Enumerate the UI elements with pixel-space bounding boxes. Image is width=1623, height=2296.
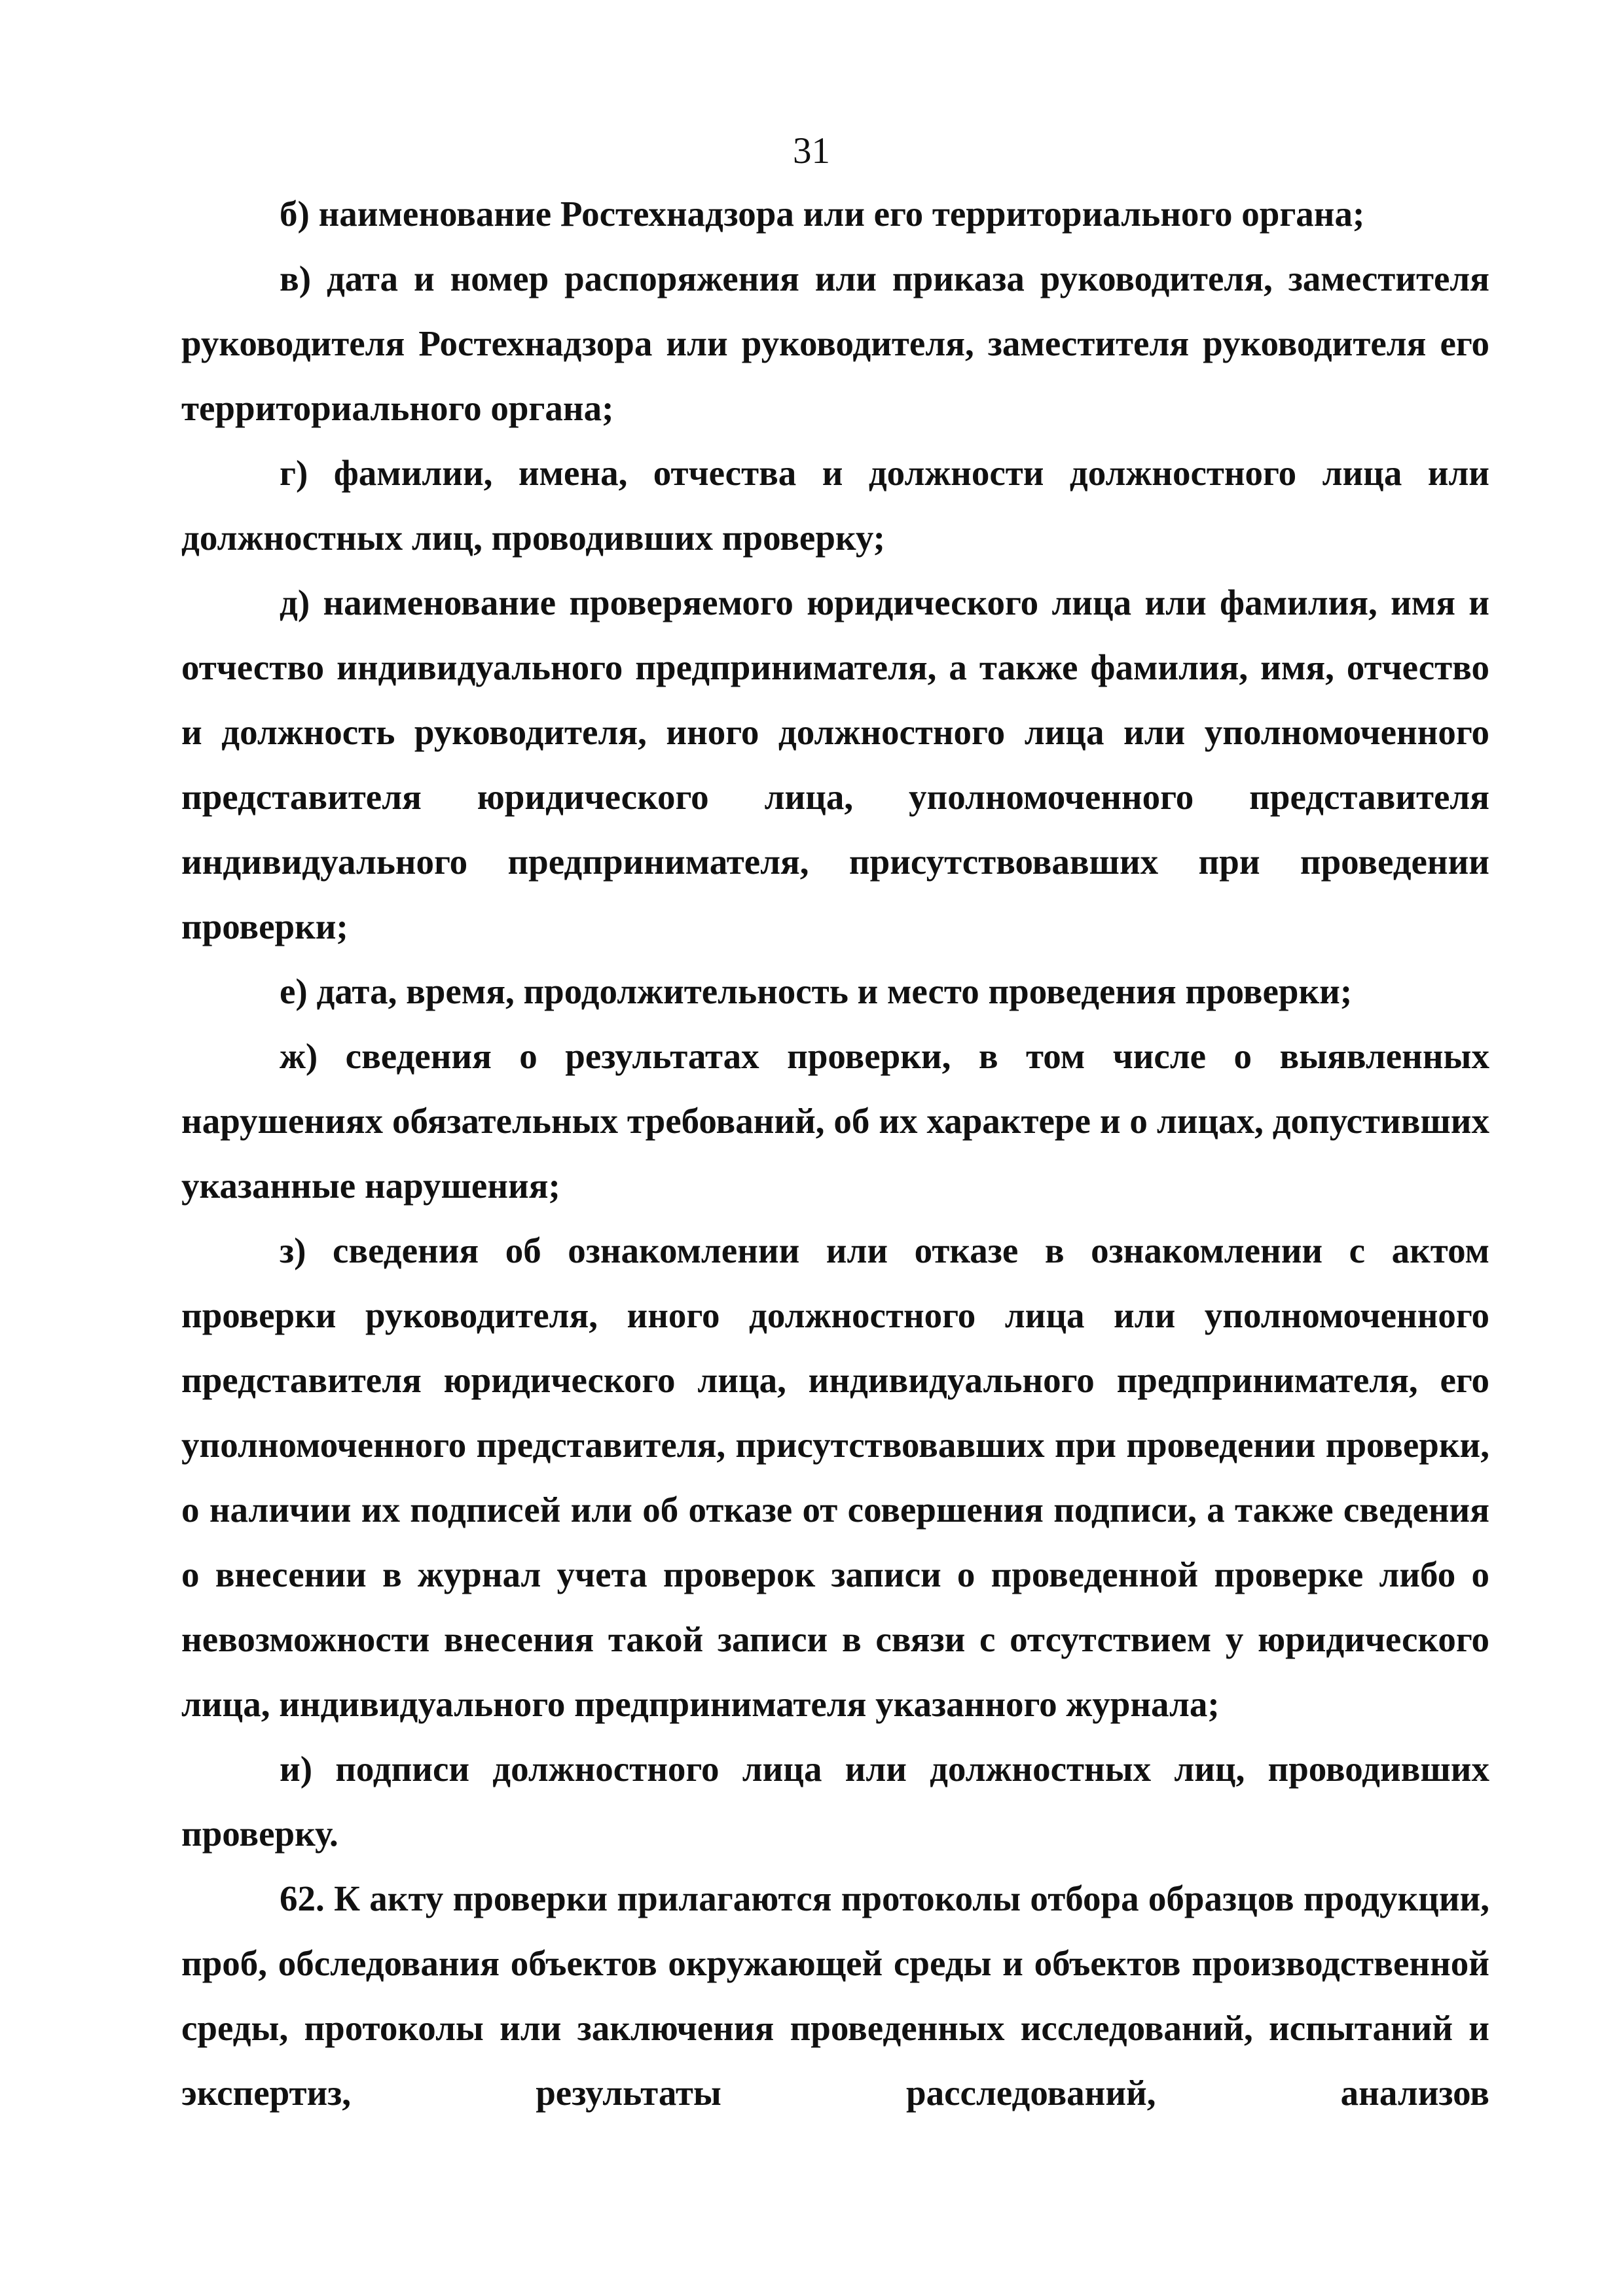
paragraph-g: г) фамилии, имена, отчества и должности должностного лица или должностных лиц, проводивших проверку; bbox=[181, 453, 1489, 558]
paragraph-v: в) дата и номер распоряжения или приказа руководителя, заместителя руководителя Ростехнадзора или руководителя, заместителя руководителя его территориального органа; bbox=[181, 259, 1489, 428]
paragraph-z: з) сведения об ознакомлении или отказе в ознакомлении с актом проверки руководителя, иного должностного лица или уполномоченного представителя юридического лица, индивидуального предпринимателя, его уполномоченного представителя, присутствовавших при проведении проверки, о наличии их подписей или об отказе от совершения подписи, а также сведения о внесении в журнал учета проверок записи о проведенной проверке либо о невозможности внесения такой записи в связи с отсутствием у юридического лица, индивидуального предпринимателя указанного журнала; bbox=[181, 1230, 1489, 1724]
paragraph-zh: ж) сведения о результатах проверки, в том числе о выявленных нарушениях обязательных требований, об их характере и о лицах, допустивших указанные нарушения; bbox=[181, 1036, 1489, 1206]
page-number: 31 bbox=[793, 130, 830, 171]
paragraph-e: е) дата, время, продолжительность и место проведения проверки; bbox=[280, 971, 1353, 1011]
document-body bbox=[181, 181, 1489, 2125]
paragraph-b: б) наименование Ростехнадзора или его территориального органа; bbox=[280, 194, 1365, 234]
paragraph-i: и) подписи должностного лица или должностных лиц, проводивших проверку. bbox=[181, 1749, 1489, 1854]
paragraph-d: д) наименование проверяемого юридического лица или фамилия, имя и отчество индивидуального предпринимателя, а также фамилия, имя, отчество и должность руководителя, иного должностного лица или уполномоченного представителя юридического лица, уполномоченного представителя индивидуального предпринимателя, присутствовавших при проведении проверки; bbox=[181, 583, 1489, 946]
paragraph-62: 62. К акту проверки прилагаются протоколы отбора образцов продукции, проб, обследования объектов окружающей среды и объектов производственной среды, протоколы или заключения проведенных исследований, испытаний и экспертиз, результаты расследований, анализов bbox=[181, 1878, 1489, 2113]
